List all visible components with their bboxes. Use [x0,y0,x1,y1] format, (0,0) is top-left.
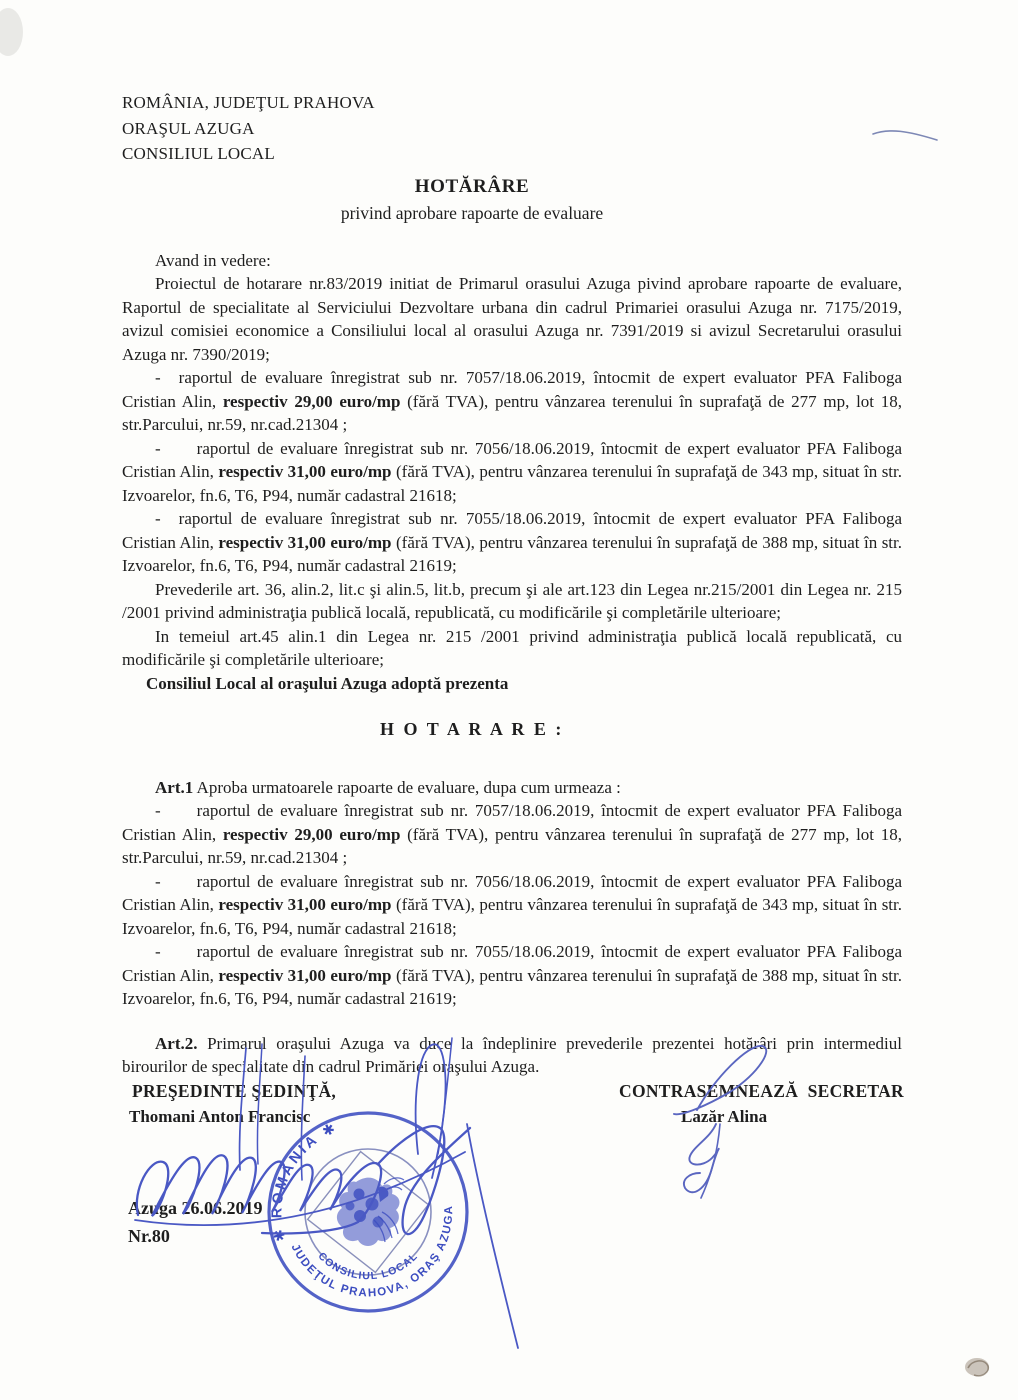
article-1-text: Aproba urmatoarele rapoarte de evaluare, dupa cum urmeaza : [193,777,621,797]
signature-left-name: Thomani Anton Francisc [129,1107,311,1126]
article-1-lead [122,776,902,800]
report-bullet-7057 [122,366,902,437]
bullet-price-bold: respectiv 31,00 euro/mp [218,462,392,481]
preamble-intro: Avand in vedere: [155,250,271,270]
bullet-dash: - [155,871,161,891]
place-date-line: Azuga 26.06.2019 [128,1198,263,1218]
bullet-text-pre: raportul de evaluare înregistrat sub nr. 7057/18.06.2019, întocmit de expert evaluator PFA Faliboga Cristian Alin, [122,801,902,844]
article-1-bullet-7055 [122,940,902,1011]
bullet-dash: - [155,801,161,820]
bullet-price-bold: respectiv 31,00 euro/mp [218,965,392,985]
bullet-text-post: (fără TVA), pentru vânzarea terenului în suprafaţă de 277 mp, lot 18, str.Parcului, nr.59, nr.cad.21304 ; [122,391,902,434]
bullet-dash: - [155,368,161,387]
council-stamp [260,1104,476,1320]
bullet-text-pre: raportul de evaluare înregistrat sub nr. 7055/18.06.2019, întocmit de expert evaluator PFA Faliboga Cristian Alin, [122,509,902,552]
authority-line-council: CONSILIUL LOCAL [122,144,275,163]
signature-right-role: CONTRASEMNEAZĂ SECRETAR [619,1081,904,1101]
bullet-text-pre: raportul de evaluare înregistrat sub nr. 7056/18.06.2019, întocmit de expert evaluator PFA Faliboga Cristian Alin, [122,871,902,914]
bullet-text-post: (fără TVA), pentru vânzarea terenului în suprafaţă de 388 mp, situat în str. Izvoarelor, fn.6, T6, P94, număr cadastral 21619; [122,965,903,1008]
bullet-dash: - [155,942,161,961]
bullet-text-post: (fără TVA), pentru vânzarea terenului în suprafaţă de 277 mp, lot 18, str.Parcului, nr.59, nr.cad.21304 ; [122,824,902,867]
article-2-label: Art.2. [155,1033,198,1053]
bullet-text-pre: raportul de evaluare înregistrat sub nr. 7057/18.06.2019, întocmit de expert evaluator PFA Faliboga Cristian Alin, [122,368,902,411]
bullet-dash: - [155,509,161,528]
bullet-text-post: (fără TVA), pentru vânzarea terenului în suprafaţă de 343 mp, situat în str. Izvoarelor, fn.6, T6, P94, număr cadastral 21618; [122,895,903,938]
decision-number-line: Nr.80 [128,1226,170,1246]
bullet-price-bold: respectiv 29,00 euro/mp [222,824,401,844]
bullet-text-post: (fără TVA), pentru vânzarea terenului în suprafaţă de 388 mp, situat în str. Izvoarelor, fn.6, T6, P94, număr cadastral 21619; [122,532,903,575]
stamp-county-arc: JUDEŢUL PRAHOVA, ORAŞ AZUGA [288,1204,456,1300]
authority-line-town: ORAŞUL AZUGA [122,118,255,138]
preamble-paragraph-project: Proiectul de hotarare nr.83/2019 initiat de Primarul orasului Azuga pivind aprobare rapoarte de evaluare, Raportul de specialitate al Serviciului Dezvoltare urbana din cadrul Primariei orasului Azuga nr. 7175/2019, avizul comisiei economice a Consiliului local al orasului Azuga nr. 7391/2019 si avizul Secretarului orasului Azuga nr. 7390/2019; [122,274,902,364]
article-2-paragraph [122,1032,902,1079]
bullet-price-bold: respectiv 31,00 euro/mp [218,532,392,552]
stamp-country-arc: ✱ ROMÂNIA ✱ [269,1119,341,1243]
ink-smudge-bottom-right [965,1358,989,1376]
authority-line-country: ROMÂNIA, JUDEŢUL PRAHOVA [122,93,375,112]
decision-heading: H O T A R A R E : [380,719,564,739]
article-1-label: Art.1 [155,777,194,797]
bullet-price-bold: respectiv 31,00 euro/mp [218,895,392,914]
document-subtitle: privind aprobare rapoarte de evaluare [340,202,604,223]
scan-corner-shadow [0,8,23,56]
legal-basis-paragraph-1: Prevederile art. 36, alin.2, lit.c şi alin.5, lit.b, precum şi ale art.123 din Legea nr.215/2001 din Legea nr. 215 /2001 privind administraţia publică locală, republicată, cu modificările şi completările ulterioare; [122,579,902,622]
document-title: HOTĂRÂRE [414,175,530,197]
legal-basis-paragraph-2: In temeiul art.45 alin.1 din Legea nr. 215 /2001 privind administraţia publică locală republicată, cu modificările şi completările ulterioare; [122,626,902,669]
signature-right-name: Lazăr Alina [681,1107,768,1126]
bullet-text-pre: raportul de evaluare înregistrat sub nr. 7056/18.06.2019, întocmit de expert evaluator PFA Faliboga Cristian Alin, [122,438,902,481]
report-bullet-7056 [122,437,902,508]
title-block [122,174,822,226]
bullet-dash: - [155,438,161,458]
document-body [122,90,902,1079]
bullet-text-post: (fără TVA), pentru vânzarea terenului în suprafaţă de 343 mp, situat în str. Izvoarelor, fn.6, T6, P94, număr cadastral 21618; [122,462,903,505]
stamp-council-arc: CONSILIUL LOCAL [315,1250,421,1283]
article-1-bullet-7056 [122,870,902,941]
article-2-text: Primarul oraşului Azuga va duce la îndeplinire prevederile prezentei hotărâri prin intermediul birourilor de specialitate din cadrul Primăriei oraşului Azuga. [122,1033,902,1076]
report-bullet-7055 [122,507,902,578]
article-1-bullet-7057 [122,799,902,870]
bullet-price-bold: respectiv 29,00 euro/mp [222,391,401,411]
bullet-text-pre: raportul de evaluare înregistrat sub nr. 7055/18.06.2019, întocmit de expert evaluator PFA Faliboga Cristian Alin, [122,942,902,985]
adoption-line: Consiliul Local al oraşului Azuga adoptă prezenta [146,673,509,693]
stamp-coat-of-arms [337,1178,404,1246]
signature-left-role: PREŞEDINTE ŞEDINŢĂ, [132,1081,337,1101]
issuing-authority-block [122,90,902,167]
